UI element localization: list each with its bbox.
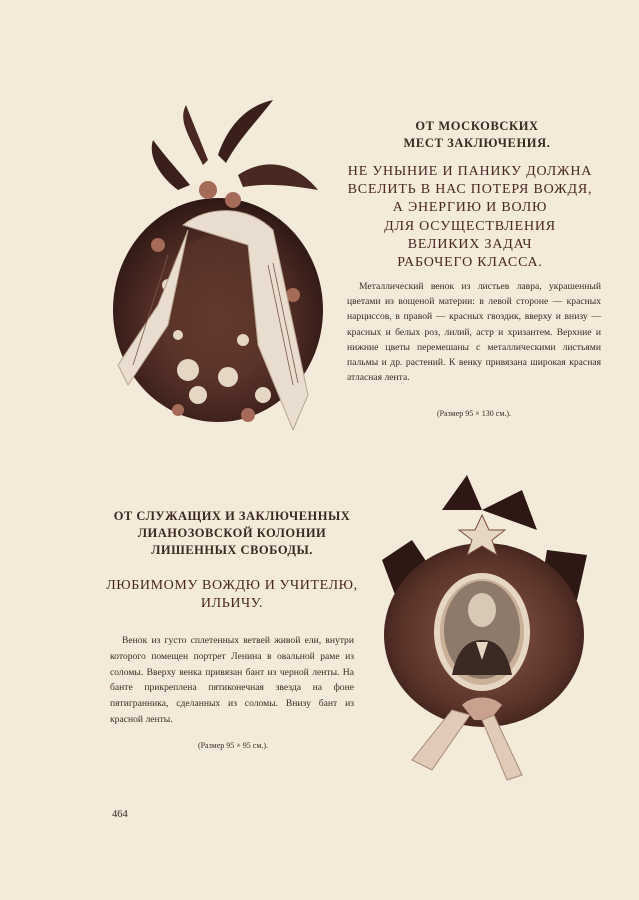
- section1-slogan-line: РАБОЧЕГО КЛАССА.: [397, 255, 543, 271]
- section1-slogan-line: НЕ УНЫНИЕ И ПАНИКУ ДОЛЖНА: [347, 164, 593, 179]
- page-number: 464: [112, 809, 128, 820]
- wreath-portrait-illustration: [372, 470, 592, 782]
- section2-slogan: [96, 577, 368, 613]
- section1-size-note: (Размер 95 × 130 см.).: [436, 409, 512, 418]
- section2-heading: [104, 508, 360, 559]
- section1-slogan-line: ДЛЯ ОСУЩЕСТВЛЕНИЯ: [384, 218, 556, 234]
- section2-heading-line2: ЛИАНОЗОВСКОЙ КОЛОНИИ: [137, 526, 327, 540]
- wreath-photo-lianozovo: [372, 470, 592, 782]
- section1-slogan-line: А ЭНЕРГИЮ И ВОЛЮ: [392, 200, 548, 216]
- section2-description: Венок из густо сплетенных ветвей живой ели, внутри которого помещен портрет Ленина в овальной раме из соломы. Вверху венка привязан бант из черной ленты. На банте прикреплена пятиконечная звезда на фоне пятигранника, сделанных из соломы. Внизу бант из красной ленты.: [110, 635, 354, 725]
- section1-slogan-line: ВСЕЛИТЬ В НАС ПОТЕРЯ ВОЖДЯ,: [347, 182, 593, 198]
- section2-heading-line3: ЛИШЕННЫХ СВОБОДЫ.: [151, 543, 313, 557]
- section1-slogan: [336, 163, 604, 272]
- section1-slogan-line: ВЕЛИКИХ ЗАДАЧ: [407, 236, 533, 252]
- wreath-photo-moscow: [108, 95, 333, 430]
- section2-size-note: (Размер 95 × 95 см.).: [197, 741, 269, 750]
- section1-heading-line2: МЕСТ ЗАКЛЮЧЕНИЯ.: [403, 136, 551, 150]
- section1-description: Металлический венок из листьев лавра, украшенный цветами из вощеной материи: в левой стороне — красных нарциссов, в правой — красных гвоздик, вверху и внизу — красных и белых роз, лилий, астр и хризантем. Верхние и нижние цветы перемешаны с металлическими листьями пальмы и др. растений. К венку привязана широкая красная атласная лента.: [347, 281, 601, 384]
- section2-slogan-line2: ИЛЬИЧУ.: [200, 596, 264, 612]
- section2-heading-line1: ОТ СЛУЖАЩИХ И ЗАКЛЮЧЕННЫХ: [113, 509, 351, 523]
- section1-heading: [352, 118, 602, 152]
- section2-slogan-line1: ЛЮБИМОМУ ВОЖДЮ И УЧИТЕЛЮ,: [106, 578, 358, 593]
- wreath-illustration: [108, 95, 333, 430]
- section1-heading-line1: ОТ МОСКОВСКИХ: [415, 119, 539, 133]
